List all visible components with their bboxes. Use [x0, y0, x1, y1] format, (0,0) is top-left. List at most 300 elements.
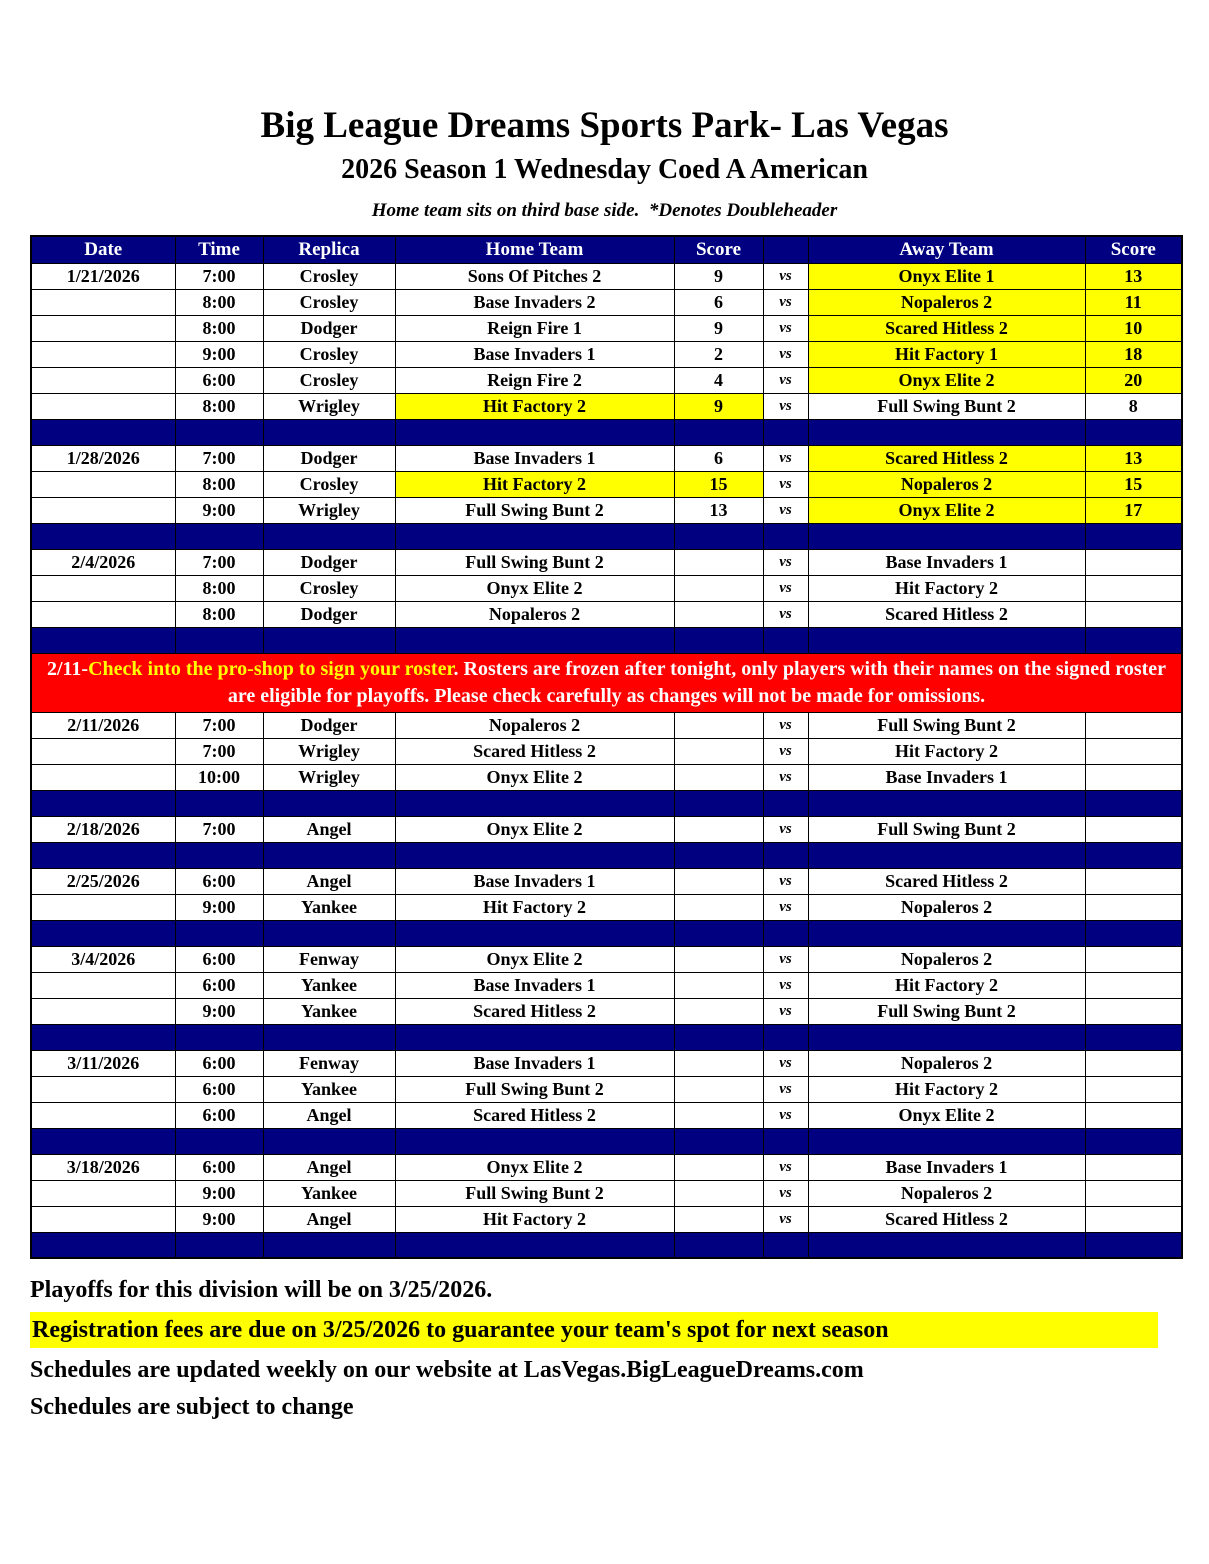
roster-banner-cell: [31, 653, 1182, 712]
home-team-cell: Onyx Elite 2: [395, 764, 674, 790]
away-team-cell: Base Invaders 1: [808, 1154, 1085, 1180]
separator-cell: [808, 523, 1085, 549]
home-team-cell: Base Invaders 2: [395, 289, 674, 315]
separator-cell: [263, 1128, 395, 1154]
away-team-cell: Onyx Elite 2: [808, 1102, 1085, 1128]
separator-cell: [263, 842, 395, 868]
separator-cell: [175, 920, 263, 946]
separator-cell: [1085, 1024, 1182, 1050]
time-cell: 9:00: [175, 894, 263, 920]
game-row: [31, 868, 1182, 894]
away-score-cell: [1085, 575, 1182, 601]
away-score-cell: [1085, 549, 1182, 575]
separator-cell: [175, 523, 263, 549]
home-score-cell: 15: [674, 471, 763, 497]
replica-cell: Crosley: [263, 263, 395, 289]
away-team-cell: Nopaleros 2: [808, 894, 1085, 920]
time-cell: 9:00: [175, 497, 263, 523]
time-cell: 7:00: [175, 263, 263, 289]
separator-cell: [395, 1232, 674, 1258]
separator-cell: [175, 1024, 263, 1050]
vs-cell: vs: [763, 764, 808, 790]
away-score-cell: [1085, 1076, 1182, 1102]
date-cell: [31, 497, 175, 523]
away-score-cell: [1085, 894, 1182, 920]
separator-row: [31, 920, 1182, 946]
separator-cell: [763, 920, 808, 946]
away-team-cell: Base Invaders 1: [808, 549, 1085, 575]
separator-cell: [808, 627, 1085, 653]
separator-cell: [763, 1128, 808, 1154]
separator-cell: [674, 842, 763, 868]
time-cell: 7:00: [175, 549, 263, 575]
away-team-cell: Hit Factory 2: [808, 575, 1085, 601]
home-team-cell: Scared Hitless 2: [395, 1102, 674, 1128]
replica-cell: Yankee: [263, 998, 395, 1024]
date-cell: 1/28/2026: [31, 445, 175, 471]
separator-cell: [763, 1232, 808, 1258]
game-row: [31, 367, 1182, 393]
away-team-cell: Full Swing Bunt 2: [808, 712, 1085, 738]
game-row: [31, 894, 1182, 920]
separator-cell: [808, 1232, 1085, 1258]
separator-cell: [263, 790, 395, 816]
separator-cell: [1085, 842, 1182, 868]
separator-cell: [175, 419, 263, 445]
home-score-cell: 2: [674, 341, 763, 367]
separator-cell: [808, 842, 1085, 868]
home-score-cell: [674, 868, 763, 894]
home-score-cell: [674, 946, 763, 972]
away-team-cell: Nopaleros 2: [808, 1180, 1085, 1206]
separator-cell: [763, 523, 808, 549]
time-cell: 6:00: [175, 1154, 263, 1180]
separator-cell: [763, 842, 808, 868]
separator-cell: [395, 790, 674, 816]
home-score-cell: [674, 601, 763, 627]
game-row: [31, 315, 1182, 341]
away-score-cell: 18: [1085, 341, 1182, 367]
separator-cell: [31, 419, 175, 445]
away-team-cell: Nopaleros 2: [808, 289, 1085, 315]
away-score-cell: [1085, 816, 1182, 842]
replica-cell: Wrigley: [263, 393, 395, 419]
away-score-cell: [1085, 1050, 1182, 1076]
vs-cell: vs: [763, 341, 808, 367]
away-team-cell: Full Swing Bunt 2: [808, 393, 1085, 419]
separator-cell: [674, 920, 763, 946]
home-team-cell: Base Invaders 1: [395, 445, 674, 471]
home-score-cell: 4: [674, 367, 763, 393]
replica-cell: Wrigley: [263, 764, 395, 790]
date-cell: [31, 1206, 175, 1232]
home-score-cell: 6: [674, 289, 763, 315]
away-team-cell: Scared Hitless 2: [808, 601, 1085, 627]
separator-cell: [31, 1128, 175, 1154]
home-score-cell: [674, 1076, 763, 1102]
date-cell: [31, 1102, 175, 1128]
replica-cell: Fenway: [263, 946, 395, 972]
vs-cell: vs: [763, 575, 808, 601]
vs-cell: vs: [763, 712, 808, 738]
date-cell: [31, 471, 175, 497]
vs-cell: vs: [763, 1102, 808, 1128]
separator-row: [31, 790, 1182, 816]
separator-cell: [1085, 523, 1182, 549]
schedule-header-row: [31, 236, 1182, 263]
home-team-cell: Nopaleros 2: [395, 712, 674, 738]
footer-registration-note: Registration fees are due on 3/25/2026 to guarantee your team's spot for next season: [30, 1312, 1158, 1348]
separator-cell: [674, 1232, 763, 1258]
vs-cell: vs: [763, 289, 808, 315]
date-cell: [31, 738, 175, 764]
time-cell: 6:00: [175, 1102, 263, 1128]
separator-row: [31, 627, 1182, 653]
away-team-cell: Onyx Elite 2: [808, 367, 1085, 393]
home-score-cell: [674, 712, 763, 738]
replica-cell: Angel: [263, 816, 395, 842]
home-team-cell: Hit Factory 2: [395, 1206, 674, 1232]
home-score-cell: [674, 1180, 763, 1206]
time-cell: 6:00: [175, 1050, 263, 1076]
vs-cell: vs: [763, 393, 808, 419]
game-row: [31, 764, 1182, 790]
replica-cell: Wrigley: [263, 497, 395, 523]
vs-cell: vs: [763, 1154, 808, 1180]
schedule-body: [31, 263, 1182, 1258]
footer-notes: [30, 1275, 1209, 1422]
away-score-cell: [1085, 601, 1182, 627]
date-cell: 3/4/2026: [31, 946, 175, 972]
away-score-cell: 17: [1085, 497, 1182, 523]
separator-cell: [763, 419, 808, 445]
separator-cell: [175, 1128, 263, 1154]
time-cell: 10:00: [175, 764, 263, 790]
col-header-vs: [763, 236, 808, 263]
separator-row: [31, 1024, 1182, 1050]
replica-cell: Crosley: [263, 575, 395, 601]
home-team-cell: Onyx Elite 2: [395, 946, 674, 972]
home-score-cell: 13: [674, 497, 763, 523]
away-team-cell: Base Invaders 1: [808, 764, 1085, 790]
home-score-cell: [674, 738, 763, 764]
separator-cell: [175, 790, 263, 816]
home-team-cell: Nopaleros 2: [395, 601, 674, 627]
home-score-cell: [674, 894, 763, 920]
date-cell: [31, 315, 175, 341]
col-header-date: Date: [31, 236, 175, 263]
separator-cell: [763, 790, 808, 816]
home-score-cell: [674, 816, 763, 842]
game-row: [31, 549, 1182, 575]
vs-cell: vs: [763, 601, 808, 627]
col-header-replica: Replica: [263, 236, 395, 263]
separator-cell: [808, 920, 1085, 946]
date-cell: [31, 575, 175, 601]
vs-cell: vs: [763, 263, 808, 289]
page-subtitle: 2026 Season 1 Wednesday Coed A American: [341, 153, 868, 185]
separator-cell: [763, 627, 808, 653]
away-score-cell: [1085, 1180, 1182, 1206]
separator-cell: [674, 1024, 763, 1050]
schedule-table: [30, 235, 1183, 1259]
separator-cell: [31, 523, 175, 549]
home-score-cell: 9: [674, 263, 763, 289]
time-cell: 8:00: [175, 393, 263, 419]
footer-subject-to-change-note: Schedules are subject to change: [30, 1394, 354, 1421]
replica-cell: Dodger: [263, 445, 395, 471]
separator-row: [31, 419, 1182, 445]
away-score-cell: [1085, 1206, 1182, 1232]
replica-cell: Crosley: [263, 471, 395, 497]
time-cell: 6:00: [175, 868, 263, 894]
vs-cell: vs: [763, 1076, 808, 1102]
home-score-cell: 6: [674, 445, 763, 471]
date-cell: [31, 1180, 175, 1206]
separator-cell: [395, 842, 674, 868]
away-score-cell: 20: [1085, 367, 1182, 393]
vs-cell: vs: [763, 894, 808, 920]
replica-cell: Fenway: [263, 1050, 395, 1076]
separator-cell: [263, 1024, 395, 1050]
away-score-cell: [1085, 998, 1182, 1024]
home-team-cell: Full Swing Bunt 2: [395, 549, 674, 575]
time-cell: 7:00: [175, 816, 263, 842]
date-cell: [31, 972, 175, 998]
vs-cell: vs: [763, 367, 808, 393]
separator-cell: [1085, 419, 1182, 445]
date-cell: 2/11/2026: [31, 712, 175, 738]
separator-row: [31, 523, 1182, 549]
time-cell: 6:00: [175, 972, 263, 998]
home-score-cell: [674, 972, 763, 998]
separator-cell: [808, 419, 1085, 445]
game-row: [31, 289, 1182, 315]
away-team-cell: Nopaleros 2: [808, 471, 1085, 497]
away-team-cell: Full Swing Bunt 2: [808, 816, 1085, 842]
date-cell: [31, 998, 175, 1024]
document-header: [0, 0, 1209, 222]
replica-cell: Angel: [263, 1102, 395, 1128]
separator-cell: [763, 1024, 808, 1050]
separator-row: [31, 1232, 1182, 1258]
separator-cell: [674, 523, 763, 549]
replica-cell: Yankee: [263, 1180, 395, 1206]
separator-cell: [808, 1024, 1085, 1050]
game-row: [31, 1102, 1182, 1128]
time-cell: 6:00: [175, 367, 263, 393]
replica-cell: Dodger: [263, 601, 395, 627]
game-row: [31, 998, 1182, 1024]
vs-cell: vs: [763, 1206, 808, 1232]
time-cell: 8:00: [175, 289, 263, 315]
footer-website-note: Schedules are updated weekly on our website at LasVegas.BigLeagueDreams.com: [30, 1357, 864, 1384]
vs-cell: vs: [763, 497, 808, 523]
replica-cell: Crosley: [263, 341, 395, 367]
separator-cell: [175, 842, 263, 868]
separator-cell: [1085, 1128, 1182, 1154]
replica-cell: Dodger: [263, 549, 395, 575]
banner-prefix: 2/11-: [46, 657, 89, 680]
replica-cell: Dodger: [263, 315, 395, 341]
home-score-cell: 9: [674, 393, 763, 419]
home-score-cell: [674, 575, 763, 601]
away-team-cell: Scared Hitless 2: [808, 868, 1085, 894]
separator-row: [31, 1128, 1182, 1154]
vs-cell: vs: [763, 998, 808, 1024]
page-title: Big League Dreams Sports Park- Las Vegas: [260, 105, 949, 146]
vs-cell: vs: [763, 868, 808, 894]
separator-cell: [31, 627, 175, 653]
time-cell: 7:00: [175, 712, 263, 738]
home-team-cell: Hit Factory 2: [395, 471, 674, 497]
away-team-cell: Nopaleros 2: [808, 946, 1085, 972]
time-cell: 8:00: [175, 315, 263, 341]
home-score-cell: [674, 1206, 763, 1232]
vs-cell: vs: [763, 946, 808, 972]
separator-cell: [395, 1128, 674, 1154]
away-team-cell: Onyx Elite 2: [808, 497, 1085, 523]
away-score-cell: [1085, 738, 1182, 764]
game-row: [31, 712, 1182, 738]
date-cell: [31, 764, 175, 790]
banner-highlight: Check into the pro-shop to sign your roster: [88, 657, 454, 680]
replica-cell: Angel: [263, 1206, 395, 1232]
replica-cell: Yankee: [263, 972, 395, 998]
game-row: [31, 972, 1182, 998]
home-score-cell: [674, 1050, 763, 1076]
separator-cell: [808, 790, 1085, 816]
home-team-cell: Reign Fire 2: [395, 367, 674, 393]
separator-cell: [1085, 627, 1182, 653]
away-team-cell: Onyx Elite 1: [808, 263, 1085, 289]
home-score-cell: [674, 549, 763, 575]
vs-cell: vs: [763, 1180, 808, 1206]
away-team-cell: Hit Factory 1: [808, 341, 1085, 367]
separator-cell: [808, 1128, 1085, 1154]
home-team-cell: Hit Factory 2: [395, 393, 674, 419]
separator-cell: [1085, 920, 1182, 946]
game-row: [31, 341, 1182, 367]
home-score-cell: [674, 1154, 763, 1180]
away-score-cell: [1085, 946, 1182, 972]
game-row: [31, 445, 1182, 471]
replica-cell: Angel: [263, 868, 395, 894]
replica-cell: Crosley: [263, 367, 395, 393]
away-score-cell: 10: [1085, 315, 1182, 341]
replica-cell: Wrigley: [263, 738, 395, 764]
separator-cell: [674, 790, 763, 816]
away-score-cell: 15: [1085, 471, 1182, 497]
col-header-home-score: Score: [674, 236, 763, 263]
replica-cell: Angel: [263, 1154, 395, 1180]
separator-cell: [395, 1024, 674, 1050]
game-row: [31, 1154, 1182, 1180]
roster-banner-row: [31, 653, 1182, 712]
separator-cell: [31, 790, 175, 816]
date-cell: 1/21/2026: [31, 263, 175, 289]
date-cell: 2/18/2026: [31, 816, 175, 842]
col-header-away-team: Away Team: [808, 236, 1085, 263]
separator-cell: [263, 1232, 395, 1258]
home-team-cell: Sons Of Pitches 2: [395, 263, 674, 289]
away-score-cell: [1085, 712, 1182, 738]
home-team-cell: Base Invaders 1: [395, 1050, 674, 1076]
home-score-cell: [674, 998, 763, 1024]
home-team-cell: Base Invaders 1: [395, 972, 674, 998]
vs-cell: vs: [763, 315, 808, 341]
game-row: [31, 263, 1182, 289]
home-team-cell: Full Swing Bunt 2: [395, 497, 674, 523]
vs-cell: vs: [763, 549, 808, 575]
date-cell: [31, 289, 175, 315]
away-team-cell: Scared Hitless 2: [808, 445, 1085, 471]
footer-playoffs-note: Playoffs for this division will be on 3/25/2026.: [30, 1277, 493, 1304]
home-team-cell: Base Invaders 1: [395, 868, 674, 894]
vs-cell: vs: [763, 445, 808, 471]
separator-row: [31, 842, 1182, 868]
game-row: [31, 946, 1182, 972]
separator-cell: [31, 1232, 175, 1258]
game-row: [31, 1206, 1182, 1232]
date-cell: 3/18/2026: [31, 1154, 175, 1180]
col-header-home-team: Home Team: [395, 236, 674, 263]
game-row: [31, 575, 1182, 601]
home-team-cell: Scared Hitless 2: [395, 738, 674, 764]
away-score-cell: 13: [1085, 263, 1182, 289]
separator-cell: [395, 627, 674, 653]
time-cell: 9:00: [175, 341, 263, 367]
separator-cell: [395, 523, 674, 549]
game-row: [31, 1076, 1182, 1102]
date-cell: 2/4/2026: [31, 549, 175, 575]
away-score-cell: 11: [1085, 289, 1182, 315]
date-cell: [31, 341, 175, 367]
game-row: [31, 471, 1182, 497]
separator-cell: [1085, 790, 1182, 816]
date-cell: 3/11/2026: [31, 1050, 175, 1076]
vs-cell: vs: [763, 1050, 808, 1076]
time-cell: 9:00: [175, 1206, 263, 1232]
separator-cell: [31, 920, 175, 946]
date-cell: [31, 367, 175, 393]
vs-cell: vs: [763, 738, 808, 764]
home-score-cell: [674, 1102, 763, 1128]
replica-cell: Dodger: [263, 712, 395, 738]
home-team-cell: Onyx Elite 2: [395, 575, 674, 601]
time-cell: 7:00: [175, 445, 263, 471]
separator-cell: [674, 1128, 763, 1154]
separator-cell: [1085, 1232, 1182, 1258]
away-team-cell: Scared Hitless 2: [808, 315, 1085, 341]
game-row: [31, 738, 1182, 764]
home-team-cell: Onyx Elite 2: [395, 816, 674, 842]
game-row: [31, 393, 1182, 419]
away-team-cell: Hit Factory 2: [808, 738, 1085, 764]
separator-cell: [263, 627, 395, 653]
away-score-cell: [1085, 764, 1182, 790]
away-score-cell: 13: [1085, 445, 1182, 471]
home-team-cell: Hit Factory 2: [395, 894, 674, 920]
home-team-cell: Reign Fire 1: [395, 315, 674, 341]
vs-cell: vs: [763, 972, 808, 998]
game-row: [31, 1180, 1182, 1206]
separator-cell: [263, 920, 395, 946]
separator-cell: [175, 1232, 263, 1258]
replica-cell: Yankee: [263, 894, 395, 920]
home-score-cell: 9: [674, 315, 763, 341]
away-score-cell: 8: [1085, 393, 1182, 419]
